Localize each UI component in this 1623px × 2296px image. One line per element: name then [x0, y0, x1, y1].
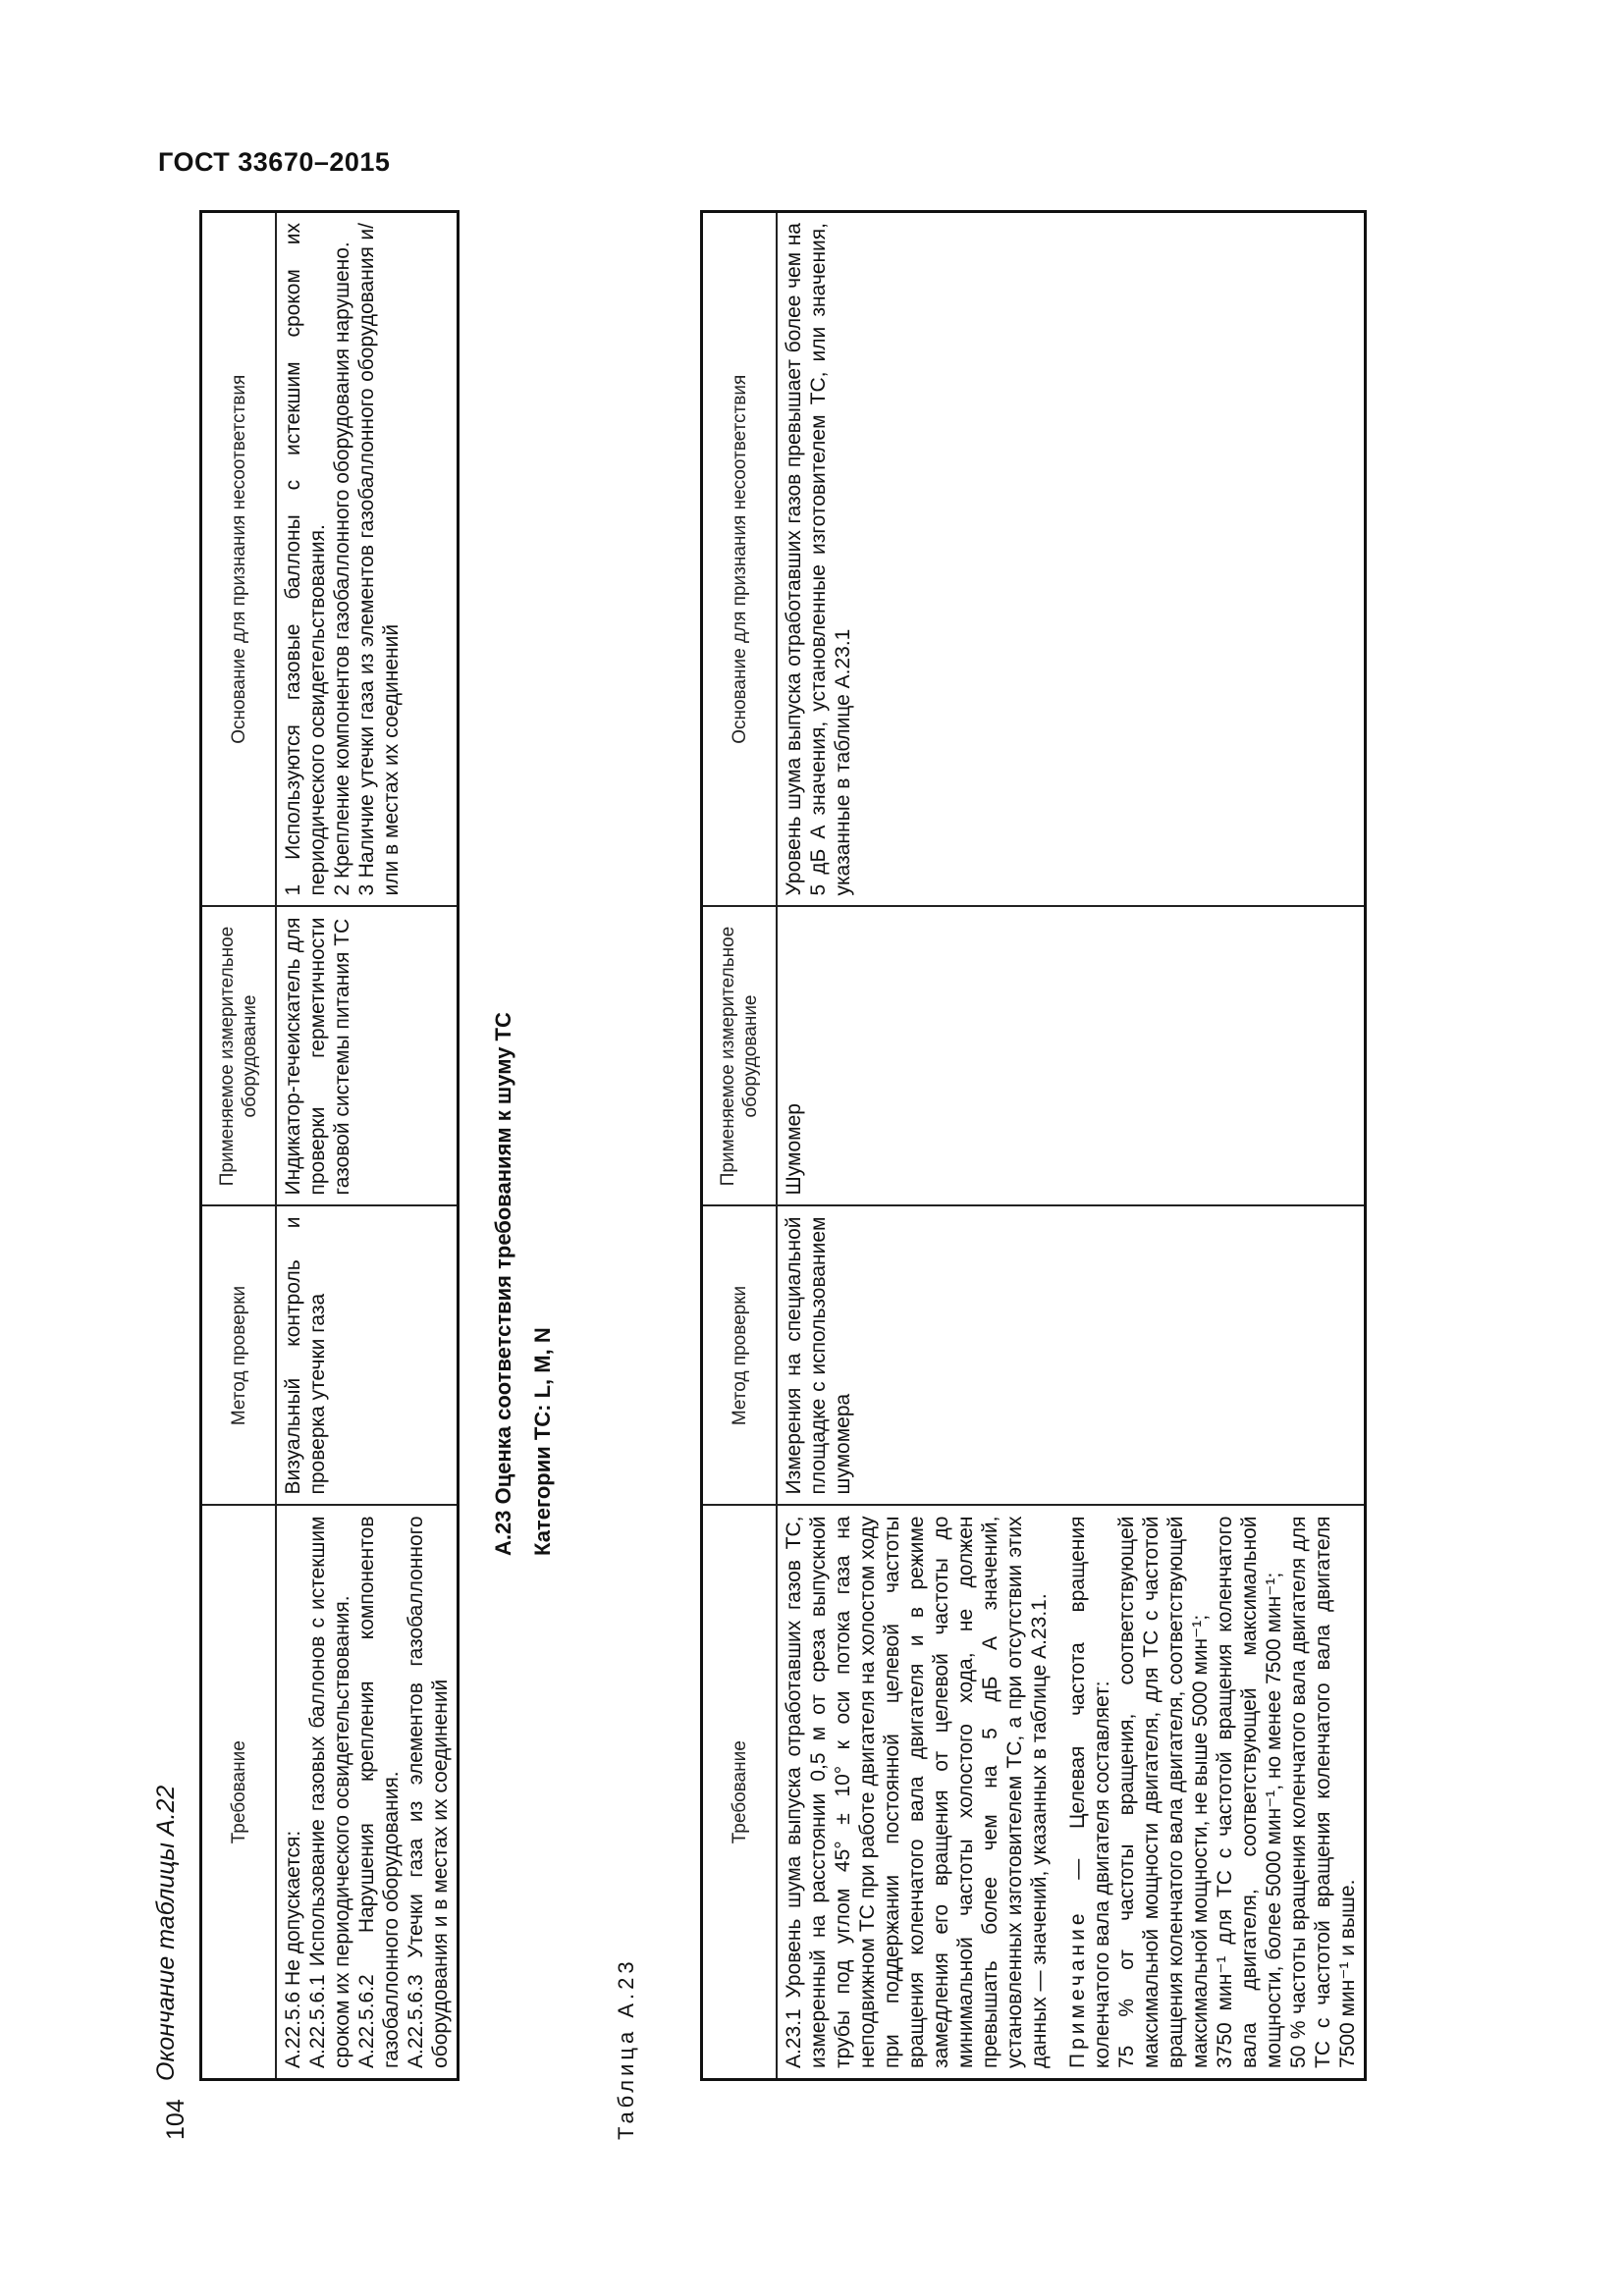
cell-equipment — [777, 907, 1366, 1206]
text-line: 75 % от частоты вращения, соответствующей максимальной мощности двигателя, для ТС с частотой вращения коленчатого вала двигателя, соответствующей максимальной мощности, не выше 5000 мин⁻¹; — [1115, 1516, 1212, 2068]
text-line: 3 Наличие утечки газа из элементов газобаллонного оборудования и/или в местах их соединений — [355, 223, 403, 896]
text-line: А.22.5.6 Не допускается: — [282, 1830, 304, 2068]
cell-method — [276, 1206, 459, 1506]
col-header-basis: Основание для признания несоответствия — [201, 212, 277, 907]
text-line: 50 % частоты вращения коленчатого вала двигателя для ТС с частотой вращения коленчатого вала двигателя 7500 мин⁻¹ и выше. — [1287, 1516, 1359, 2068]
note — [1065, 1517, 1114, 2069]
text-line: Уровень шума выпуска отработавших газов превышает более чем на 5 дБ А значения, установленные изготовителем ТС, или значения, указанные в таблице А.23.1 — [783, 223, 854, 896]
text-line: 3750 мин⁻¹ для ТС с частотой вращения коленчатого вала двигателя, соответствующей максимальной мощности, более 5000 мин⁻¹, но менее 7500 мин⁻¹; — [1214, 1516, 1285, 2068]
table-header-row — [702, 212, 778, 2080]
table-a23 — [700, 210, 1367, 2081]
text-line: Измерения на специальной площадке с использованием шумомера — [783, 1216, 854, 1495]
cell-requirement — [777, 1506, 1366, 2080]
section-categories: Категории ТС: L, M, N — [530, 1327, 555, 1556]
text-line: 2 Крепление компонентов газобаллонного оборудования нарушено. — [331, 241, 353, 896]
table-a22 — [199, 210, 460, 2081]
cell-basis — [276, 212, 459, 907]
text-line: Шумомер — [783, 1103, 805, 1196]
document-header: ГОСТ 33670–2015 — [158, 147, 391, 177]
col-header-method: Метод проверки — [702, 1206, 778, 1506]
rotated-page-content — [152, 177, 1429, 2140]
col-header-equipment: Применяемое измерительное оборудование — [702, 907, 778, 1206]
col-header-basis: Основание для признания несоответствия — [702, 212, 778, 907]
table-row — [276, 212, 459, 2080]
note-text: — Целевая частота вращения коленчатого вала двигателя составляет: — [1066, 1516, 1113, 2068]
col-header-method: Метод проверки — [201, 1206, 277, 1506]
table-label: Таблица А.23 — [614, 1957, 638, 2140]
text-line: А.22.5.6.1 Использование газовых баллонов с истекшим сроком их периодического освидетельствования. — [306, 1516, 353, 2068]
table-row — [777, 212, 1366, 2080]
section-title: А.23 Оценка соответствия требованиям к шуму ТС — [491, 1012, 515, 1556]
text-line: Визуальный контроль и проверка утечки газа — [282, 1216, 329, 1495]
text-line: А.23.1 Уровень шума выпуска отработавших газов ТС, измеренный на расстоянии 0,5 м от среза выпускной трубы под углом 45° ± 10° к оси потока газа на неподвижном ТС при работе двигателя на холостом ходу при поддержании постоянной целевой частоты вращения коленчатого вала двигателя и в режиме замедления его вращения от целевой частоты до минимальной частоты холостого хода, не должен превышать более чем на 5 дБ А значений, установленных изготовителем ТС, а при отсутствии этих данных — значений, указанных в таблице А.23.1. — [783, 1516, 1051, 2068]
cell-basis — [777, 212, 1366, 907]
note-label: Примечание — [1066, 1909, 1089, 2068]
cell-equipment — [276, 907, 459, 1206]
col-header-requirement: Требование — [201, 1506, 277, 2080]
cell-method — [777, 1206, 1366, 1506]
page-number: 104 — [162, 2099, 189, 2140]
table-continuation-title: Окончание таблицы А.22 — [152, 1785, 180, 2081]
text-line: А.22.5.6.2 Нарушения крепления компонентов газобаллонного оборудования. — [355, 1516, 403, 2068]
col-header-requirement: Требование — [702, 1506, 778, 2080]
text-line: 1 Используются газовые баллоны с истекшим сроком их периодического освидетельствования. — [282, 223, 329, 896]
table-header-row — [201, 212, 277, 2080]
col-header-equipment: Применяемое измерительное оборудование — [201, 907, 277, 1206]
text-line: А.22.5.6.3 Утечки газа из элементов газобаллонного оборудования и в местах их соединений — [405, 1516, 452, 2068]
text-line: Индикатор-течеискатель для проверки герметичности газовой системы питания ТС — [282, 917, 353, 1196]
cell-requirement — [276, 1506, 459, 2080]
